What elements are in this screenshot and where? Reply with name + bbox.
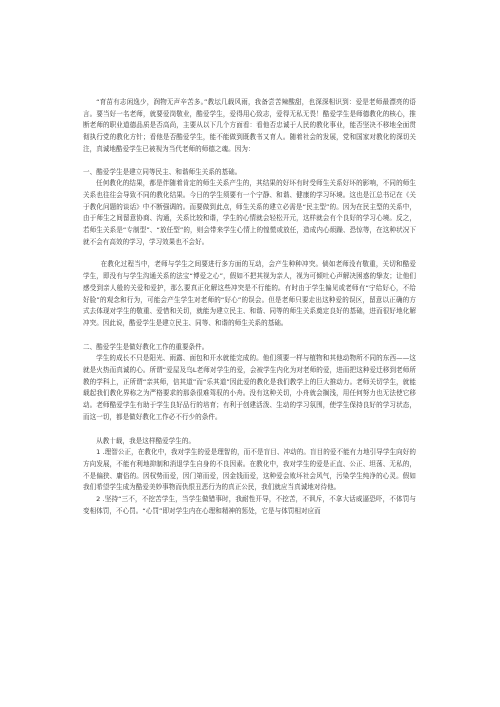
section-1-paragraph-2: 在教化过程当中，老师与学生之间要进行多方面的互动，会产生种种冲突。倘如老师没有敬重，关切和酷爱学生，即没有与学生沟通关系的法宝“博爱之心”，假如不把其视为亲人，视为可倾吐心声解决困惑的挚友；让他们感受到亲人般的关爱和爱护，那么要真正化解这些冲突是不行能的。有时由于学生偏见或老师有“宁给好心，不给好脸”的观念和行为，可能会产生学生对老师的“好心”的误会。但是老师只要走出这种爱的误区，留意以正确的方式去体现对学生的敬重、爱惜和关切，就能为建立民主、和谐、同等的师生关系奠定良好的基础，进而很好地化解冲突。因此说，酷爱学生是建立民主、同等、和谐的师生关系的基础。 <box>83 260 416 327</box>
intro-paragraph: “育苗有志闲逸少，润物无声辛苦多。”教坛几载风雨，我备尝苦辣酸甜，也深深相识到：爱是老师最漂亮的语言。要当好一名老师，就要爱岗敬业，酷爱学生，爱得用心致志，爱得无私无畏！酷爱学生是师德教化的核心，推断老师的职业道德品质是否高尚，主要从以下几个方面看：看他否忠诚于人民的教化事业，能否坚决不移地全面贯彻执行党的教化方针；看他是否酷爱学生，能不能做到既教书又育人。随着社会的发展，党和国家对教化的深切关注，真诚地酷爱学生已被视为当代老师的师德之魂。因为： <box>83 98 416 153</box>
section-1-heading: 一、酷爱学生是建立同等民主、和谐师生关系的基础。 <box>83 167 242 176</box>
section-3-intro: 从教十载，我是这样酷爱学生的。 <box>96 436 196 445</box>
list-item-1: 1 .理智公正，在教化中，我对学生的爱是理智的，而不是盲目、冲动的。盲目的爱不能有力地引导学生向好的方向发展，不能有利地抑制和消退学生自身的不良因素。在教化中，我对学生的爱是正直、公正、坦荡、无私的，不是偏狭、庸俗的。因权势而爱，因门第而爱，因金钱而爱，这种爱会败坏社会风气，污染学生纯净的心灵。假如我们希望学生成为酷爱美妙事物而仇恨丑恶行为的真正公民，我们就应当真诚地对待他。 <box>83 448 416 492</box>
document-page <box>83 97 416 518</box>
list-item-2: 2 .坚持“三不，不挖苦学生，当学生做错事时，我耐性开导，不挖苦，不讽斥，不拿大话威逼恐吓，不体罚与变相体罚，不心罚。“心罚”即对学生内在心理和精神的惩处，它是与体罚相对应而 <box>83 495 416 515</box>
section-2-heading: 二、酷爱学生是做好教化工作的重要条件。 <box>83 342 209 351</box>
section-2-paragraph-1: 学生的成长不只是阳光、雨露、面包和开水就能完成的。他们须要一样与植物和其他动物所不同的东西——这就是火热而真诚的心。所谓“爱屋及乌L老师对学生的爱，会被学生内化为对老师的爱，进而把这种爱迁移到老师所教的学科上，正所谓“亲其师，信其道”而“乐其道”因此爱的教化是我们教学上的巨大推动力。老师关切学生，就能载起我们教化界称之为严格要求的那条很难驾驭的小舟。没有这种关切，小舟就会搁浅，用任何努力也无法使它移动。老师酷爱学生有助于学生良好品行的培育；有利于创建活泼、生动的学习氛围，使学生保持良好的学习状态，而这一切，都是做好教化工作必不行少的条件。 <box>83 354 416 421</box>
section-1-paragraph-1: 任何教化的结果，都是伴随着肯定的师生关系产生的，其结果的好坏有时受师生关系好坏的影响，不同的师生关系也往往会导致不同的教化结果。今日的学生须要有一个宁静、和谐、健康的学习环境。这也是江总书记在《关于教化问题的谈话》中不断强调的。而要做到此点，师生关系的建立必需是“民主型”的。因为在民主型的关系中，由于师生之间留意协商、沟通，关系比较和谐，学生的心情就会轻松开元，这样就会有个良好的学习心境。反之，若师生关系是“专制型”、“放任型”的，则会带来学生心情上的惶慌或放任，造成内心烦躁、恐惊等，在这种状况下就不会有高效的学习，学习效果也不会好。 <box>83 179 416 246</box>
